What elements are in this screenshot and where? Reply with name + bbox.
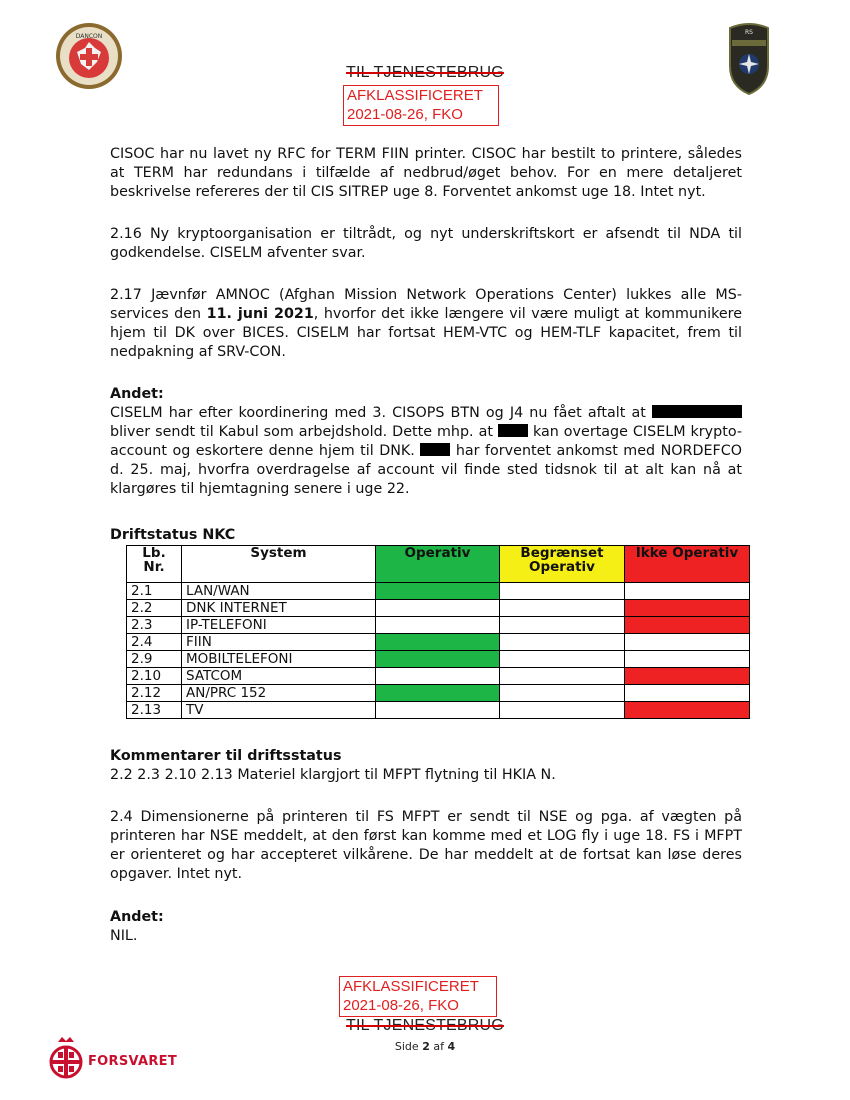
footer-classification: TIL TJENESTEBRUG <box>346 1017 504 1034</box>
table-row <box>127 634 750 651</box>
status-cell-begraenset <box>500 702 625 719</box>
col-header-ikke: Ikke Operativ <box>625 546 750 583</box>
andet-text-part: kan overtage CISELM krypto-account og eskortere denne hjem til DNK. <box>110 424 742 459</box>
nato-badge <box>728 22 770 96</box>
andet-text: NIL. <box>110 928 138 944</box>
row-system: TV <box>182 702 376 719</box>
driftstatus-heading: Driftstatus NKC <box>110 527 236 543</box>
col-header-system: System <box>182 546 376 583</box>
page-mid: af <box>429 1040 448 1053</box>
table-header-row <box>127 546 750 583</box>
page-current: 2 <box>422 1040 430 1053</box>
andet-heading: Andet: <box>110 386 164 402</box>
status-cell-operativ <box>376 651 500 668</box>
redaction-block <box>498 424 528 437</box>
paragraph-text-part: , hvorfor det ikke længere vil være muligt at kommunikere hjem til DK over BICES. CISELM har fortsat HEM-VTC og HEM-TLF kapacitet, frem til nedpakning af SRV-CON. <box>110 306 742 360</box>
status-cell-operativ <box>376 617 500 634</box>
table-row <box>127 668 750 685</box>
paragraph-text: 2.4 Dimensionerne på printeren til FS MFPT er sendt til NSE og pga. af vægten på printeren har NSE meddelt, at den først kan komme med et LOG fly i uge 18. FS i MFPT er orienteret og har accepteret vilkårene. De har meddelt at de fortsat kan løse deres opgaver. Intet nyt. <box>110 809 742 882</box>
header-stamp-line2: 2021-08-26, FKO <box>347 106 463 123</box>
status-cell-ikke <box>625 685 750 702</box>
table-row <box>127 685 750 702</box>
status-cell-ikke <box>625 634 750 651</box>
header-stamp-line1: AFKLASSIFICERET <box>347 87 483 104</box>
row-number: 2.4 <box>127 634 182 651</box>
status-cell-operativ <box>376 702 500 719</box>
status-cell-begraenset <box>500 634 625 651</box>
dancon-logo-text: DANCON <box>75 33 103 40</box>
paragraph-term-fiin <box>110 145 742 202</box>
table-row <box>127 702 750 719</box>
status-cell-begraenset <box>500 685 625 702</box>
row-system: FIIN <box>182 634 376 651</box>
row-system: SATCOM <box>182 668 376 685</box>
andet-text-part: har forventet ankomst med NORDEFCO d. 25. maj, hvorfra overdragelse af account vil finde sted tidsnok til at alt kan nå at klargøres til hjemtagning senere i uge 22. <box>110 443 742 497</box>
status-cell-operativ <box>376 583 500 600</box>
closure-date: 11. juni 2021 <box>206 306 314 322</box>
status-cell-operativ <box>376 668 500 685</box>
status-cell-operativ <box>376 600 500 617</box>
row-number: 2.9 <box>127 651 182 668</box>
page-total: 4 <box>447 1040 456 1053</box>
paragraph-2-16 <box>110 225 742 263</box>
col-header-operativ: Operativ <box>376 546 500 583</box>
redaction-block <box>652 405 742 418</box>
page-prefix: Side <box>394 1040 423 1053</box>
col-header-nr: Lb. Nr. <box>127 546 182 583</box>
andet-heading: Andet: <box>110 909 164 925</box>
status-cell-ikke <box>625 651 750 668</box>
status-cell-begraenset <box>500 617 625 634</box>
col-header-begraenset: Begrænset Operativ <box>500 546 625 583</box>
row-number: 2.12 <box>127 685 182 702</box>
andet-text-part: bliver sendt til Kabul som arbejdshold. Dette mhp. at <box>110 424 498 440</box>
row-number: 2.13 <box>127 702 182 719</box>
kommentarer-line: 2.2 2.3 2.10 2.13 Materiel klargjort til MFPT flytning til HKIA N. <box>110 767 556 783</box>
badge-text: RS <box>745 29 753 36</box>
status-cell-begraenset <box>500 583 625 600</box>
driftstatus-table <box>126 545 750 719</box>
status-cell-ikke <box>625 583 750 600</box>
row-number: 2.1 <box>127 583 182 600</box>
row-system: IP-TELEFONI <box>182 617 376 634</box>
andet-paragraph <box>110 404 742 499</box>
paragraph-2-17 <box>110 286 742 362</box>
status-cell-begraenset <box>500 668 625 685</box>
forsvaret-logo <box>46 1034 176 1080</box>
row-system: MOBILTELEFONI <box>182 651 376 668</box>
row-number: 2.10 <box>127 668 182 685</box>
row-system: AN/PRC 152 <box>182 685 376 702</box>
andet-section-1 <box>110 385 742 499</box>
table-row <box>127 651 750 668</box>
status-cell-begraenset <box>500 600 625 617</box>
row-system: DNK INTERNET <box>182 600 376 617</box>
header-declass-stamp <box>343 85 499 126</box>
kommentarer-section <box>110 747 742 785</box>
forsvaret-brand: FORSVARET <box>88 1054 178 1069</box>
status-cell-begraenset <box>500 651 625 668</box>
andet-text-part: CISELM har efter koordinering med 3. CISOPS BTN og J4 nu fået aftalt at <box>110 405 652 421</box>
paragraph-text: 2.16 Ny kryptoorganisation er tiltrådt, og nyt underskriftskort er afsendt til NDA til godkendelse. CISELM afventer svar. <box>110 226 742 261</box>
header-classification: TIL TJENESTEBRUG <box>346 64 504 81</box>
footer-stamp-line1: AFKLASSIFICERET <box>343 978 479 995</box>
redaction-block <box>420 443 450 456</box>
status-cell-ikke <box>625 600 750 617</box>
status-cell-operativ <box>376 634 500 651</box>
status-cell-ikke <box>625 668 750 685</box>
crown-shield-icon <box>46 1034 86 1080</box>
status-cell-ikke <box>625 617 750 634</box>
paragraph-text <box>110 286 742 362</box>
andet-section-2 <box>110 908 742 946</box>
paragraph-text: CISOC har nu lavet ny RFC for TERM FIIN printer. CISOC har bestilt to printere, således at TERM har redundans i tilfælde af nedbrud/øget behov. For en mere detaljeret beskrivelse refereres der til CIS SITREP uge 8. Forventet ankomst uge 18. Intet nyt. <box>110 146 742 200</box>
kommentarer-heading: Kommentarer til driftsstatus <box>110 748 342 764</box>
row-number: 2.3 <box>127 617 182 634</box>
footer-declass-stamp <box>339 976 497 1017</box>
paragraph-text-part: 2.17 Jævnfør AMNOC (Afghan Mission Network Operations Center) lukkes alle MS-services den <box>110 287 742 322</box>
table-row <box>127 600 750 617</box>
table-row <box>127 617 750 634</box>
table-row <box>127 583 750 600</box>
row-number: 2.2 <box>127 600 182 617</box>
footer-stamp-line2: 2021-08-26, FKO <box>343 997 459 1014</box>
row-system: LAN/WAN <box>182 583 376 600</box>
status-cell-ikke <box>625 702 750 719</box>
status-cell-operativ <box>376 685 500 702</box>
paragraph-2-4 <box>110 808 742 884</box>
